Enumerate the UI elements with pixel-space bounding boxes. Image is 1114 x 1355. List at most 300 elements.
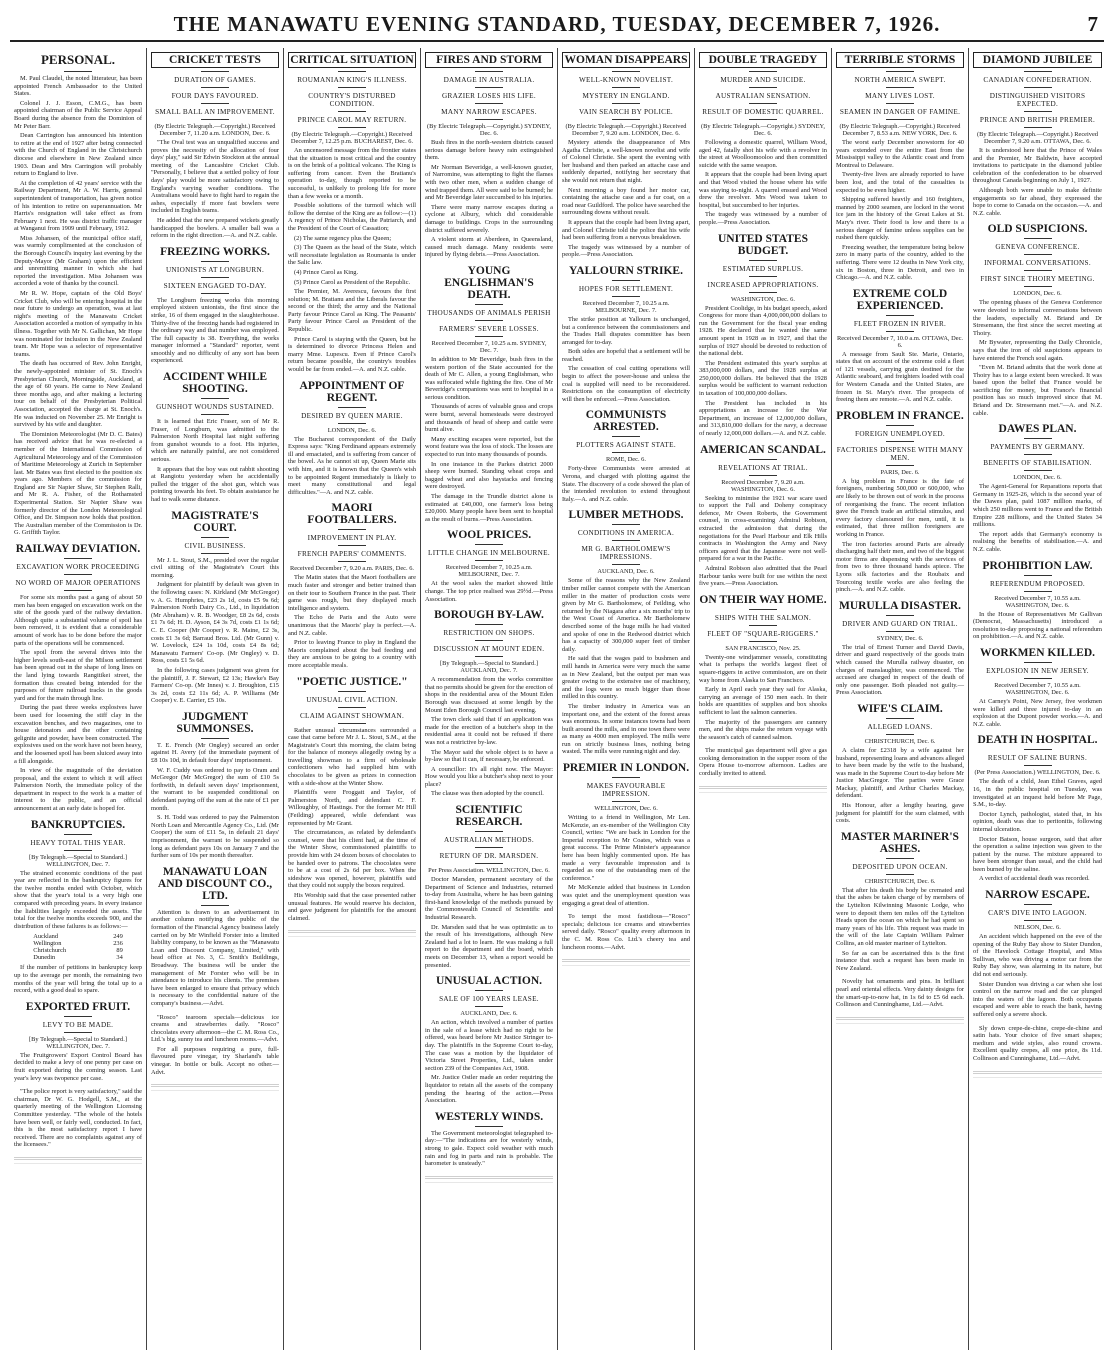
article-paragraph: Mr McKenzie added that business in London was quiet and the unemployment question was engaging a great deal of attention. [562, 884, 690, 907]
headline-divider [749, 71, 777, 72]
masthead [0, 0, 1114, 46]
article-subheadline: AUSTRALIAN SENSATION. [715, 92, 811, 100]
headline-divider [749, 103, 777, 104]
headline-divider [1024, 470, 1052, 471]
headline-divider [886, 71, 914, 72]
article-paragraph: The President estimated this year's surplus at 383,000,000 dollars, and the 1928 surplus at 250,000,000 dollars. He believed that the 1928 surplus would be sufficient to warrant reduction in taxation of 100,000,000 dollars. [699, 359, 827, 398]
headline-divider [1024, 765, 1052, 766]
article-headline: WOMAN DISAPPEARS [562, 52, 690, 68]
article-paragraph: For all purposes requiring a pure, full-flavoured pure vinegar, try Sharland's table vinegar. In bottle or bulk. Accept no other.—Advt. [151, 1045, 279, 1076]
article-subheadline: MYSTERY IN ENGLAND. [582, 92, 670, 100]
article-paragraph: A verdict of accidental death was recorded. [979, 875, 1090, 883]
article-dateline: LONDON, Dec. 6. [327, 426, 377, 434]
column-filler-text [288, 928, 416, 937]
article-paragraph: That after his death his body be cremated and that the ashes be taken charge of by members of the Lyttelton Kilwinning Masonic Lodge, who were to deposit them ten miles off the Lyttelton Heads upon the ocean on which he had spent so many years of his life. This request was made in the will of the late Captain William Palmer Collins, an old master mariner of Lyttelton. [836, 886, 964, 947]
headline-divider [749, 475, 777, 476]
article-paragraph: Doctor Marsden, permanent secretary of the Department of Science and Industries, returned to-day from Australia, where he has been gaining first-hand knowledge of the methods pursued by the Commonwealth Council of Scientific and Industrial Research. [425, 876, 553, 922]
headline-divider [1024, 127, 1052, 128]
article-paragraph: The worst early December snowstorm for 40 years extended over the entire East from the Mississippi valley to the Atlantic coast and from Montreal to Delaware. [836, 139, 964, 169]
headline-divider [1024, 270, 1052, 271]
article-subheadline: HOPES FOR SETTLEMENT. [578, 284, 674, 293]
article [836, 831, 964, 973]
article-paragraph: "Rosco" tearoom specials—delicious ice creams and strawberries daily. "Rosco" chocolates every afternoon—the C. M. Ross Co., Ltd.'s big, sunny tea and luncheon rooms.—Advt. [151, 1013, 279, 1044]
headline-divider [201, 905, 229, 906]
article-paragraph: The timber industry in America was an important one, and the extent of the forest areas was enormous. In some instances towns had been built around the mills, and in one town there were as many as 4000 men employed. The mills were run on strictly business lines, nothing being wasted. The mills were running night and day. [562, 702, 690, 756]
column-filler-text [14, 1155, 142, 1164]
headline-divider [749, 459, 777, 460]
column-filler-text [836, 1015, 964, 1024]
column-5 [558, 48, 695, 1350]
article [425, 975, 553, 1105]
article-body [836, 644, 964, 697]
article [973, 52, 1102, 217]
article-paragraph: (4) Prince Carol as King. [294, 268, 359, 276]
article-subheadline: FARMERS' SEVERE LOSSES. [439, 324, 539, 333]
article-paragraph: Miss Johansen, of the municipal office staff, was warmly complimented at the conclusion of the Borough Council's inquiry last evening by the Deputy-Mayor (Mr Graham) upon the efficient and unremitting manner in which she had reported the investigation. Miss Johansen was accorded a vote of thanks by the council. [14, 234, 142, 288]
article-paragraph: Prior to leaving France to play in England the Maoris complained about the bad feeding and they are anxious to be going to a country with more acceptable meals. [288, 639, 416, 669]
headline-divider [64, 834, 92, 835]
headline-divider [201, 119, 229, 120]
article-body [14, 594, 142, 813]
article-paragraph: The Matin states that the Maori footballers are much faster and stronger and better trained than on their tour to Southern France in the past. Their game was rough, but they displayed much intelligence and system. [288, 574, 416, 612]
headline-divider [749, 276, 777, 277]
headline-divider [1024, 438, 1052, 439]
article-dateline: Received December 7, 10.25 a.m. SYDNEY, Dec. 7. [431, 339, 547, 354]
headline-divider [475, 560, 503, 561]
headline-divider [612, 119, 640, 120]
article-paragraph: At the wool sales the market showed little change. The top price realised was 29½d.—Press Association. [425, 580, 553, 603]
article-paragraph: Mystery attends the disappearance of Mrs Agatha Christie, a well-known novelist and wife of Colonel Christie. She spent the evening with her husband and then parked an attache case and suddenly departed, notifying her secretary that she would not return that night. [562, 139, 690, 184]
article-body [973, 147, 1102, 217]
article [151, 52, 279, 240]
article-paragraph: The clause was then adopted by the council. [431, 790, 544, 798]
headline-divider [201, 261, 229, 262]
article-body [14, 1088, 142, 1149]
headline-divider [612, 296, 640, 297]
article-subheadline: PLOTTERS AGAINST STATE. [576, 441, 676, 450]
article-headline: WIFE'S CLAIM. [857, 702, 943, 715]
article-body [151, 297, 279, 365]
article-paragraph: Mr Norman Beveridge, a well-known grazier, of Narromine, was attempting to fight the flames with two other men, when a sudden change of wind trapped them. All were said to be burned; he and Mr Beveridge later succumbed to his injuries. [425, 163, 553, 202]
article-subheadline: ESTIMATED SURPLUS. [722, 264, 804, 273]
article-paragraph: The municipal gas department will give a gas cooking demonstration in the supper room of the Opera House to-morrow afternoon. Ladies are cordially invited to attend. [699, 747, 827, 778]
headline-divider [749, 609, 777, 610]
article-paragraph: President Coolidge, in his budget speech, asked Congress for more than 4,000,000,000 dollars to run the Government for the fiscal year ending 1928. He declared that he wanted the same amount spent in 1928 as in 1927, and that the surplus of 1927 should be devoted to reduction of the national debt. [699, 304, 827, 358]
article-subheadline: SALE OF 100 YEARS LEASE. [439, 995, 539, 1004]
headline-divider [612, 564, 640, 565]
article-subheadline: GRAZIER LOSES HIS LIFE. [442, 92, 536, 100]
column-3 [284, 48, 421, 1350]
article-subheadline: CIVIL BUSINESS. [184, 541, 246, 550]
headline-divider [1024, 749, 1052, 750]
article-paragraph: In addition to Mr Beveridge, bush fires in the western portion of the State accounted for the death of Mr C. Allen, a young Englishman, who was suffocated while fighting the fire. One of Mr Beveridge's companions was sent to hospital in a serious condition. [425, 355, 553, 401]
article [973, 647, 1102, 728]
article-dateline: Received December 7, 9.20 a.m. WASHINGTON, Dec. 6. [721, 478, 805, 493]
article-paragraph: Mr Bywater, representing the Daily Chronicle, says that the iron of old suspicions appears to have entered the French soul again. [973, 339, 1102, 362]
article [699, 594, 827, 742]
article-paragraph: A big problem in France is the fate of foreigners, numbering 500,000 or 600,000, who are likely to be thrown out of work in the process of reorganising the franc. The recent inflation gave the French trade an artificial stimulus, and every factory clamoured for men, until, it is estimated, that three million foreigners are working in France. [836, 477, 964, 538]
headline-divider [749, 87, 777, 88]
article-paragraph: There were many narrow escapes during a cyclone at Albury, which did considerable damage to buildings. Crops in the surrounding district suffered severely. [425, 203, 553, 234]
article-dateline: LONDON, Dec. 6. [1013, 290, 1062, 298]
headline-divider [1024, 71, 1052, 72]
article-subheadline: BENEFITS OF STABILISATION. [983, 459, 1092, 468]
article-paragraph: Many exciting escapes were reported, but the worst feature was the loss of stock. The losses are expected to run into many thousands of pounds. [425, 435, 553, 459]
table-row [33, 947, 123, 954]
article-subheadline: FOUR DAYS FAVOURED. [171, 92, 259, 100]
headline-divider [338, 691, 366, 692]
article-paragraph: The tragedy was witnessed by a number of people.—Press Association. [562, 243, 690, 259]
article-body [562, 913, 690, 951]
article-paragraph: An action, which involved a number of parties in the sale of a lease which had no right to be offered, was heard before Mr Justice Stringer to-day. The plaintiffs in the Supreme Court to-day, The case was a motion by the liquidator of Victoria Street Properties, Ltd., taken under section 239 of the Companies Act, 1908. [425, 1019, 553, 1072]
headline-divider [886, 119, 914, 120]
article-headline: WESTERLY WINDS. [434, 1110, 544, 1123]
column-7 [832, 48, 969, 1350]
article-headline: MASTER MARINER'S ASHES. [841, 830, 959, 855]
headline-divider [475, 990, 503, 991]
headline-divider [1024, 286, 1052, 287]
article [151, 371, 279, 504]
article-paragraph: The Mayor said the whole object is to have a by-law so that it can, if necessary, be enforced. [425, 748, 553, 764]
article-paragraph: If the number of petitions in bankruptcy keep up to the average per month, the remaining two months of the year will bring the total up to a record, with a good deal to spare. [14, 964, 142, 995]
article [973, 223, 1102, 417]
headline-divider [1024, 87, 1052, 88]
headline-divider [475, 119, 503, 120]
article-headline: WORKMEN KILLED. [979, 646, 1095, 659]
article-subheadline: FRENCH PAPERS' COMMENTS. [297, 550, 407, 559]
headline-divider [201, 103, 229, 104]
article-headline: AMERICAN SCANDAL. [700, 443, 826, 456]
article-paragraph: Shipping suffered heavily and 160 freighters, manned by 2000 seamen, are locked in the worst ice jam in the history of the Great Lakes at St. Mary's river. Their food is low and there is a serious danger of famine unless supplies can be rushed there quickly. [836, 196, 964, 242]
article [973, 560, 1102, 641]
article-body [151, 557, 279, 705]
article [151, 866, 279, 1008]
article-subheadline: ROUMANIAN KING'S ILLNESS. [297, 76, 407, 84]
headline-divider [1024, 591, 1052, 592]
article-body [836, 139, 964, 282]
article-body [973, 778, 1102, 883]
headline-divider [886, 315, 914, 316]
article-subheadline: RESTRICTION ON SHOPS. [443, 629, 535, 638]
article [151, 711, 279, 860]
newspaper-title: THE MANAWATU EVENING STANDARD, TUESDAY, DECEMBER 7, 1926. [173, 12, 941, 36]
article-subheadline: GENEVA CONFERENCE. [995, 243, 1080, 252]
article-subheadline: SMALL BALL AN IMPROVEMENT. [155, 108, 275, 116]
article-body [973, 698, 1102, 728]
article-subheadline: LITTLE CHANGE IN MELBOURNE. [428, 549, 550, 558]
article-headline: ON THEIR WAY HOME. [699, 593, 827, 606]
article-subheadline: EXPLOSION IN NEW JERSEY. [986, 666, 1089, 675]
article-dateline: (By Electric Telegraph.—Copyright.) Received December 7, 11.20 a.m. LONDON, Dec. 6. [154, 123, 276, 137]
article [425, 609, 553, 798]
article-headline: YALLOURN STRIKE. [569, 264, 683, 277]
article-body [973, 1025, 1102, 1063]
article-body [151, 742, 279, 860]
article-paragraph: It appears that the couple had been living apart, and Colonel Christie told the police that his wife had been suffering from a nervous breakdown. [562, 218, 690, 242]
headline-divider [338, 71, 366, 72]
article-body [836, 747, 964, 825]
headline-divider [64, 574, 92, 575]
headline-divider [475, 336, 503, 337]
article-body [699, 654, 827, 742]
article-dateline: AUCKLAND, Dec. 6. [597, 568, 655, 576]
headline-divider [64, 558, 92, 559]
article [562, 913, 690, 951]
article-subheadline: DAMAGE IN AUSTRALIA. [443, 76, 535, 84]
article-body [973, 299, 1102, 417]
article-paragraph: "The Oval test was an unqualified success and proves the necessity of the allocation of four days' play," said Sir Edwin Stockton at the annual meeting of the Lancashire Cricket Club. "Personally, I believe that a settled policy of four days' play would be more satisfactory owing to England's varying weather conditions. The Australians would have to fight hard to regain the ashes, especially if more fast bowlers were included in English teams. [151, 139, 279, 215]
article-body [562, 139, 690, 259]
article-headline: UNUSUAL ACTION. [435, 975, 543, 988]
article [288, 676, 416, 923]
article-subheadline: NORTH AMERICA SWEPT. [854, 76, 946, 84]
article-dateline: SAN FRANCISCO, Nov. 25. [725, 644, 801, 652]
column-1 [10, 48, 147, 1350]
headline-divider [612, 280, 640, 281]
article-paragraph: The Premier, M. Averescu, favours the first solution; M. Bratianu and the Liberals favour the second or the third; the army and the National Party favour Prince Carol as King. The Peasants' Party favour Prince Carol as President of the Republic. [288, 288, 416, 334]
article-dateline: [By Telegraph.—Special to Standard.] AUCKLAND, Dec. 7. [440, 660, 538, 675]
article [973, 423, 1102, 553]
headline-divider [475, 847, 503, 848]
headline-divider [64, 590, 92, 591]
article-dateline: WELLINGTON, Dec. 6. [594, 805, 658, 813]
article [836, 978, 964, 1008]
headline-divider [1024, 238, 1052, 239]
headline-divider [201, 277, 229, 278]
article-subheadline: REVELATIONS AT TRIAL. [718, 463, 808, 472]
article-dateline: NELSON, Dec. 6. [1014, 924, 1061, 932]
article-headline: DAWES PLAN. [998, 423, 1077, 436]
article-body [836, 887, 964, 973]
article-paragraph: It is learned that Eric Fraser, son of Mr R. Fraser, of Longburn, was admitted to the Palmerston North Hospital last night suffering from gunshot wounds to a foot. His injuries, which are naturally painful, are not considered serious. [151, 418, 279, 464]
article-body [699, 747, 827, 777]
article [425, 804, 553, 969]
article-dateline: (By Electric Telegraph.—Copyright.) Received December 7, 9.20 a.m. OTTAWA, Dec. 6. [977, 131, 1098, 145]
article-paragraph: To tempt the most fastidious—"Rosco" specials; delicious ice creams and strawberries served daily. "Rosco" quality every afternoon in the C. M. Ross Co. Ltd.'s cheery tea and luncheon rooms.—Advt. [562, 913, 690, 951]
headline-divider [338, 723, 366, 724]
article [836, 600, 964, 697]
article-dateline: Received December 7, 10.25 a.m. MELBOURNE, Dec. 7. [582, 299, 670, 314]
article-subheadline: FLEET FROZEN IN RIVER. [853, 319, 947, 328]
article [562, 409, 690, 503]
article-subheadline: DISTINGUISHED VISITORS EXPECTED. [989, 92, 1086, 108]
article [562, 265, 690, 404]
column-filler-text [425, 1174, 553, 1183]
article-paragraph: He added that the new prepared wickets greatly handicapped the bowlers. A smaller ball was a reform in the right direction.—A. and N.Z. cable. [151, 216, 279, 240]
headline-divider [338, 87, 366, 88]
article-subheadline: WELL-KNOWN NOVELIST. [578, 76, 674, 84]
article-subheadline: RETURN OF DR. MARSDEN. [439, 852, 539, 861]
article-dateline: [By Telegraph.—Special to Standard.] WELLINGTON, Dec. 7. [29, 1035, 127, 1050]
article-paragraph: (5) Prince Carol as President of the Republic. [294, 278, 411, 286]
headline-divider [1024, 111, 1052, 112]
article-paragraph: W. F. Cuddy was ordered to pay to Oram and McGregor (Mr McGregor) the sum of £10 5s forthwith, in default seven days' imprisonment, the warrant to be suspended conditional on defendant paying off the sum at the rate of £1 per month. [151, 766, 279, 812]
article-subheadline: AUSTRALIAN METHODS. [444, 836, 534, 845]
article-headline: MAORI FOOTBALLERS. [307, 502, 397, 527]
article-subheadline: MURDER AND SUICIDE. [720, 76, 806, 84]
headline-divider [64, 71, 92, 72]
article-paragraph: Plaintiffs were Froggatt and Taylor, of Palmerston North, and defendant C. F. Willoughby, of Hastings. For the former Mr Hill (Feilding) appeared, while defendant was represented by Mr Grant. [288, 789, 416, 827]
article [14, 1001, 142, 1082]
article-subheadline: RESULT OF DOMESTIC QUARREL. [702, 108, 824, 116]
headline-divider [1024, 454, 1052, 455]
article-body [288, 727, 416, 923]
article-headline: CRITICAL SITUATION [288, 52, 416, 68]
article-subheadline: PRINCE AND BRITISH PREMIER. [979, 116, 1096, 124]
newspaper-columns [10, 48, 1106, 1350]
article-subheadline: FIRST SINCE THOIRY MEETING. [980, 275, 1095, 284]
article-paragraph: A message from Sault Ste. Marie, Ontario, states that on account of the extreme cold a fleet of 121 vessels, carrying grain destined for the Atlantic seaboard, and freighters loaded with coal for Western Canada and the United States, are frozen in St. Mary's river. The prospects of freeing them are remote.—A. and N.Z. cable. [836, 350, 964, 404]
article-paragraph: It is understood here that the Prince of Wales and the Premier, Mr Baldwin, have accepted invitations to participate in the diamond jubilee celebration of the confederation to be observed throughout Canada beginning on July 1, 1927. [973, 147, 1102, 185]
article-paragraph: Novelty hat ornaments and pins. In brilliant pearl and oriental effects. Very dainty designs for the smart-up-to-now hat, in 1s 6d to £5 6d each. Collinson and Cunninghame, Ltd.—Advt. [836, 978, 964, 1009]
article-subheadline: VAIN SEARCH BY POLICE. [578, 108, 674, 116]
article-headline: MURULLA DISASTER. [838, 599, 962, 612]
article-paragraph: The cessation of coal cutting operations will begin to affect the power-house and unless the coal is supplied will need to be reconsidered. Restrictions on the consumption of electricity will then be enforced.—Press Association. [562, 365, 690, 403]
article [425, 529, 553, 603]
headline-divider [612, 103, 640, 104]
headline-divider [886, 858, 914, 859]
article-paragraph: (2) The same regency plus the Queen; [294, 234, 392, 242]
article-headline: FREEZING WORKS. [160, 245, 270, 258]
headline-divider [612, 452, 640, 453]
headline-divider [612, 87, 640, 88]
article-subheadline: ALLEGED LOANS. [867, 722, 933, 731]
article-dateline: Received December 7, 9.20 a.m. PARIS, Dec. 6. [290, 565, 414, 573]
headline-divider [201, 87, 229, 88]
article-headline: JUDGMENT SUMMONSES. [176, 710, 254, 735]
column-filler-text [151, 1082, 279, 1091]
headline-divider [612, 436, 640, 437]
article-paragraph: The report adds that Germany's economy is realising the benefits of stabilisation.—A. and N.Z. cable. [973, 530, 1102, 553]
article-dateline: (Per Press Association.) WELLINGTON, Dec. 6. [974, 769, 1101, 777]
article-body [14, 964, 142, 994]
article-dateline: ROME, Dec. 6. [606, 456, 646, 464]
article-subheadline: INFORMAL CONVERSATIONS. [984, 259, 1091, 268]
article-paragraph: Judgment for plaintiff by default was given in the following cases: N. Kirkland (Mr McGregor) v. A. G. Humphries, £23 2s 1d, costs £5 9s 6d; Palmerston North Dairy Co., Ltd., in liquidation (Mr Abraham) v. R. B. Woodger, £8 2s 6d, costs £1 7s 6d; H. D. Ayson, £4 3s 7d, costs £1 1s 6d; C. E. Cooper (Mr Cooper) v. R. Maine, £2 3s, costs £1 3s 6d; Barraud Bros. Ltd. (Mr Gunn) v. W. Lovelock, £24 1s 10d, costs £4 8s 6d; Manawatu Farmers' Co-op. (Mr Ongley) v. D. Ross, costs £1 5s 6d. [151, 581, 279, 665]
article-paragraph: Seeking to minimise the 1921 war scare used to support the Fall and Doheny conspiracy defence, Mr Owen Roberts, the Government counsel, in cross-examining Admiral Robison, extracted the admission that during the negotiations for the Pearl Harbour and Elk Hills contracts in Washington the Army and Navy officers agreed that the Japanese were not well-prepared for a war in the Pacific. [699, 494, 827, 563]
article-paragraph: The iron factories around Paris are already discharging half their men, and two of the biggest motor firms are dispensing with the services of from two to three thousand hands apiece. The Lyons silk factories and the Roubaix and Tourcoing textile works are also feeling the pinch.—A. and N.Z. cable. [836, 540, 964, 594]
column-4 [421, 48, 558, 1350]
article-paragraph: Doctor Batson, house surgeon, said that after the operation a saline injection was given to the patient by the nurse. The mixture appeared to have been stronger than usual, and the child had been burned by the saline. [973, 835, 1102, 873]
article-paragraph: The circumstances, as related by defendant's counsel, were that his client had, at the time of the Winter Show, commissioned plaintiffs to provide him with 24 dozen boxes of chocolates to be handed over to patrons. The chocolates were to be at a cost of 2s 6d per box. When the sideshow was opened, however, plaintiffs said that they could not supply the boxes required. [288, 829, 416, 890]
headline-divider [612, 524, 640, 525]
page-number: 7 [1087, 12, 1098, 36]
headline-divider [886, 615, 914, 616]
article [836, 703, 964, 825]
article-body [562, 465, 690, 503]
article-dateline: Received December 7, 10.25 a.m. MELBOURNE, Dec. 7. [445, 564, 533, 579]
article-paragraph: In view of the magnitude of the deviation proposal, and the extent to which it will affect Palmerston North, the immediate policy of the department in respect to the work is a matter of interest to the public, and an official announcement at an early date is hoped for. [14, 767, 142, 813]
article-body [425, 356, 553, 523]
article-paragraph: A councillor: It's all right now. The Mayor: How would you like a butcher's shop next to your place? [425, 765, 553, 788]
article-headline: BOROUGH BY-LAW. [434, 609, 544, 622]
article-dateline: (By Electric Telegraph.—Copyright.) SYDNEY, Dec. 6. [427, 123, 551, 137]
article [151, 510, 279, 705]
table-cell-count: 249 [113, 933, 123, 941]
article-paragraph: The spoil from the several drives into the higher levels south-east of the Milson settlement has been spread out in the shape of long lines on the land lying towards Rangitikei street, the formation thus created being intended for the purposes of future railroad tracks in the goods yard and for the main through line. [14, 649, 142, 702]
headline-divider [1024, 904, 1052, 905]
article-body [562, 316, 690, 404]
article-body [14, 75, 142, 537]
article-subheadline: DISCUSSION AT MOUNT EDEN. [433, 645, 545, 654]
article-body [699, 495, 827, 588]
headline-divider [1024, 678, 1052, 679]
article-body [425, 139, 553, 259]
headline-divider [201, 738, 229, 739]
article-paragraph: At Carney's Point, New Jersey, five workmen were killed and three injured to-day in an explosion at the Dupont powder works.—A. and N.Z. cable. [973, 697, 1102, 728]
article-paragraph: Twenty-five lives are already reported to have been lost, and the total of the casualties is expected to be even higher. [836, 171, 964, 194]
article-dateline: (By Electric Telegraph.—Copyright.) Received December 7, 9.20 a.m. LONDON, Dec. 6. [565, 123, 687, 137]
article-paragraph: Rather unusual circumstances surrounded a case that came before Mr J. L. Stout, S.M., at the Magistrate's Court this morning, the claim being for the balance of moneys allegedly owing by a travelling showman to a firm of wholesale confectioners who had supplied him with chocolates to be given as prizes in connection with a side-show at the Winter Show. [288, 726, 416, 787]
article-subheadline: SHIPS WITH THE SALMON. [714, 613, 812, 622]
article-dateline: Received December 7, 10.0 a.m. OTTAWA, Dec. 6. [836, 334, 964, 349]
article [699, 747, 827, 777]
article-paragraph: Attention is drawn to an advertisement in another column notifying the public of the formation of the Financial Agency business lately carried on by Mr Winfield Forster into a limited liability company, to be known as the "Manawatu Loan and Discount Company, Limited," with head office at No. 3, C. Smith's Buildings, Broadway. The business will be under the management of Mr Forster who will be in attendance to introduce his clients. The premises have been enlarged to ensure that privacy which is necessary to the confidential nature of the company's business.—Advt. [151, 908, 279, 1007]
article-paragraph: The town clerk said that if an application was made for the erection of a butcher's shop in the residential area it could not be refused if there was not a restrictive by-law. [425, 716, 553, 746]
headline-divider [886, 103, 914, 104]
article-body [288, 436, 416, 497]
table-cell-count: 236 [113, 940, 123, 948]
article [425, 52, 553, 259]
article-paragraph: It appears that the couple had been living apart and that Wood visited the house where his wife was staying to-night. A quarrel ensued and Wood drew the revolver. Mrs Wood was taken to hospital, but succumbed to her injuries. [699, 171, 827, 209]
article [14, 52, 142, 537]
article-dateline: Per Press Association. WELLINGTON, Dec. 6. [428, 867, 550, 875]
article-subheadline: UNIONISTS AT LONGBURN. [165, 265, 265, 274]
headline-divider [64, 1016, 92, 1017]
column-8 [969, 48, 1106, 1350]
headline-divider [475, 624, 503, 625]
table-cell-place: Wellington [33, 940, 62, 948]
headline-divider [338, 423, 366, 424]
article-paragraph: Twenty-one windjammer vessels, constituting what is perhaps the world's largest fleet of square-riggers in active commission, are on their way home from Alaska to San Francisco. [699, 653, 827, 684]
headline-divider [749, 260, 777, 261]
headline-divider [475, 103, 503, 104]
column-2 [147, 48, 284, 1350]
article-paragraph: It appears that the boy was out rabbit shooting at Rangiotu yesterday when he accidentally pulled the trigger of the shot gun, which was pointing towards his feet. To obtain assistance he had to walk some distance. [151, 465, 279, 503]
column-filler-text [699, 784, 827, 793]
article-paragraph: The opening phases of the Geneva Conference were devoted to informal conversations between the leaders, especially M. Briand and Dr Stresemann, the first since the secret meeting at Thoiry. [973, 299, 1102, 337]
article-body [14, 870, 142, 931]
article-paragraph: He said that the wages paid to bushmen and mill hands in America were very much the same as in New Zealand, but the output per man was greater owing to the extensive use of machinery, and the logs were so much bigger than those milled in this country. [562, 655, 690, 701]
article-paragraph: Sly down crepe-de-chine, crepe-de-chine and satin hats. Your choice of five smart shapes; medium and wide styles, also round crowns. Excellent quality crepes, all one price, 8s 11d. Collinson and Cunninghame, Ltd.—Advt. [973, 1024, 1102, 1062]
article-body [425, 876, 553, 969]
article [836, 288, 964, 404]
article-paragraph: "Even M. Briand admits that the work done at Thoiry has to a large extent been wrecked. It was based upon the belief that France would be sacrificing for money, but France's financial position has so much improved since that M. Briand and Dr. Stresemann met."—A. and N.Z. cable. [973, 364, 1102, 417]
article-headline: DOUBLE TRAGEDY [699, 52, 827, 68]
article-dateline: (By Electric Telegraph.—Copyright.) Received December 7, 8.53 a.m. NEW YORK, Dec. 6. [839, 123, 961, 137]
headline-divider [201, 537, 229, 538]
article-body [973, 483, 1102, 553]
headline-divider [338, 529, 366, 530]
headline-divider [749, 119, 777, 120]
article-headline: EXPORTED FRUIT. [25, 1000, 131, 1013]
article-headline: TERRIBLE STORMS [836, 52, 964, 68]
article-paragraph: The President has included in his appropriations an increase for the War Department, an increase of 12,000,000 dollars, and 313,810,000 dollars for the navy, a decrease of nearly 12,000,000 dollars.—A. and N.Z. cable. [699, 399, 827, 438]
article-paragraph: The Government meteorologist telegraphed to-day:—"The indications are for westerly winds, strong to gale. Expect cold weather with much rain and fog in parts and rain is probable. The barometer is unsteady." [425, 1129, 553, 1168]
article-paragraph: M. Paul Claudel, the noted litterateur, has been appointed French Ambassador to the United States. [14, 75, 142, 98]
article-paragraph: Prince Carol is staying with the Queen, but he is determined to divorce Princess Helen and marry Mme. Lupescu. Even if Prince Carol's return became possible, the country's troubles would be far from ended.—A. and N.Z. cable. [288, 335, 416, 374]
headline-divider [1024, 254, 1052, 255]
article-subheadline: DESIRED BY QUEEN MARIE. [301, 411, 403, 420]
article-body [699, 139, 827, 227]
headline-divider [1024, 575, 1052, 576]
article-headline: WOOL PRICES. [446, 529, 532, 542]
headline-divider [338, 545, 366, 546]
article-headline: EXTREME COLD EXPERIENCED. [852, 287, 948, 312]
article-subheadline: FLEET OF "SQUARE-RIGGERS." [707, 629, 819, 638]
article-headline: PERSONAL. [40, 52, 116, 67]
article-body [425, 580, 553, 603]
